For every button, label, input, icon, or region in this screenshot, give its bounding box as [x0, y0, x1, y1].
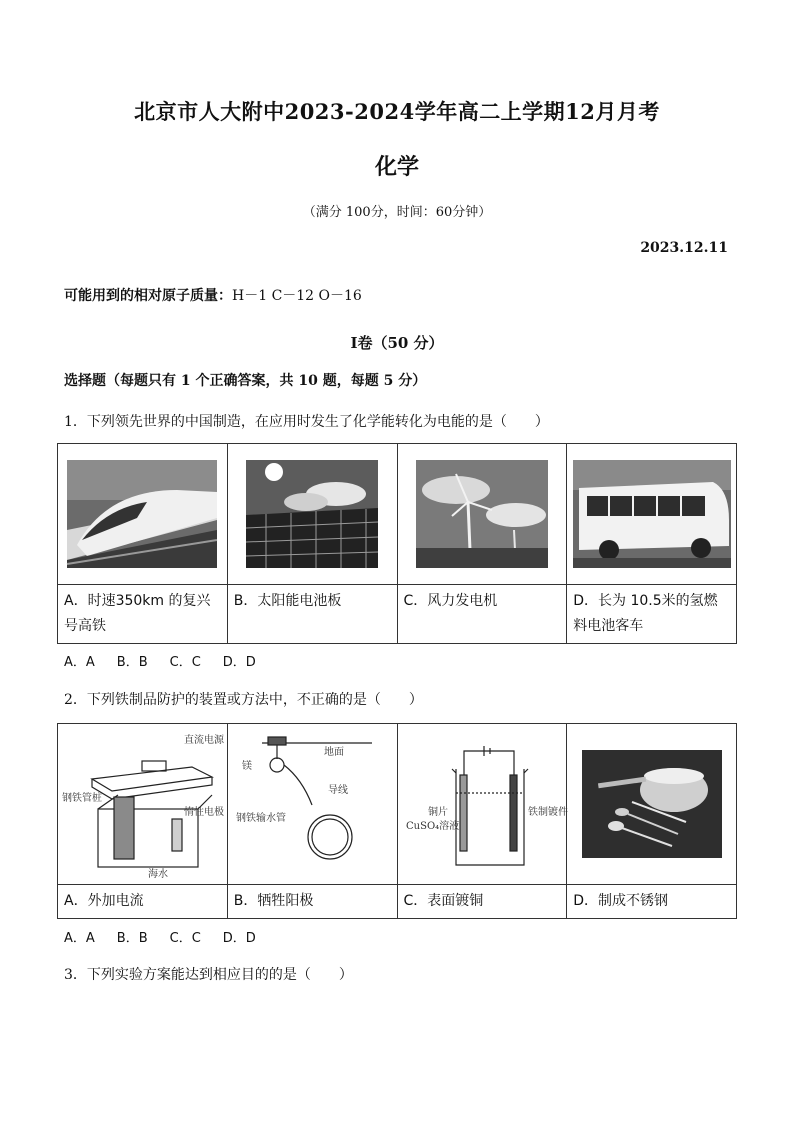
- question-3-stem: 3．下列实验方案能达到相应目的的是（ ）: [64, 967, 353, 983]
- answer-choice-d[interactable]: D．D: [222, 931, 256, 946]
- option-b-label: B．牺牲阳极: [227, 885, 397, 919]
- diagram-label-ground: 地面: [324, 747, 345, 758]
- option-a-label: A．时速350km 的复兴号高铁: [58, 585, 228, 644]
- question-2-answers: [64, 927, 278, 946]
- atomic-masses-values: H－1 C－12 O－16: [232, 288, 362, 304]
- diagram-label-wire: 导线: [328, 785, 349, 796]
- question-1-answers: [64, 651, 278, 670]
- option-cell-d: [567, 444, 737, 585]
- exam-date: 2023.12.11: [640, 240, 728, 256]
- diagram-label-sea: 海水: [148, 869, 169, 880]
- stainless-steel-photo-icon: [582, 750, 722, 858]
- option-cell-b: [227, 444, 397, 585]
- answer-choice-a[interactable]: A．A: [64, 655, 95, 670]
- wind-turbine-photo-icon: [416, 460, 548, 568]
- option-cell-b: [227, 724, 397, 885]
- answer-choice-b[interactable]: B．B: [116, 931, 148, 946]
- option-cell-c: [397, 724, 567, 885]
- fuel-cell-bus-photo-icon: [573, 460, 731, 568]
- option-a-label: A．外加电流: [58, 885, 228, 919]
- diagram-label-part: 铁制镀件: [527, 807, 568, 818]
- option-b-label: B．太阳能电池板: [227, 585, 397, 644]
- diagram-label-solution: CuSO₄溶液: [405, 821, 460, 832]
- answer-choice-c[interactable]: C．C: [169, 931, 201, 946]
- sacrificial-anode-diagram-icon: [232, 729, 392, 879]
- answer-choice-d[interactable]: D．D: [222, 655, 256, 670]
- solar-panel-photo-icon: [246, 460, 378, 568]
- diagram-label-electrode: 惰性电极: [184, 807, 225, 818]
- exam-info: （满分 100分，时间：60分钟）: [302, 205, 492, 220]
- subject-title: 化学: [374, 154, 419, 180]
- diagram-label-power: 直流电源: [184, 735, 225, 746]
- diagram-label-pile: 钢铁管桩: [62, 793, 103, 804]
- section-title: Ⅰ卷（50 分）: [350, 334, 444, 352]
- answer-choice-b[interactable]: B．B: [116, 655, 148, 670]
- answer-choice-c[interactable]: C．C: [169, 655, 201, 670]
- option-cell-c: [397, 444, 567, 585]
- option-cell-a: [58, 724, 228, 885]
- atomic-masses-label: 可能用到的相对原子质量：: [64, 288, 232, 304]
- question-2-options-table: [57, 723, 737, 919]
- option-cell-a: [58, 444, 228, 585]
- question-2-stem: 2．下列铁制品防护的装置或方法中，不正确的是（ ）: [64, 692, 423, 708]
- atomic-masses: [64, 285, 362, 305]
- section-instruction: 选择题（每题只有 1 个正确答案，共 10 题，每题 5 分）: [64, 373, 427, 389]
- high-speed-train-photo-icon: [67, 460, 217, 568]
- question-1-options-table: [57, 443, 737, 644]
- option-c-label: C．风力发电机: [397, 585, 567, 644]
- diagram-label-pipe: 钢铁输水管: [236, 813, 287, 824]
- copper-plating-diagram-icon: [402, 729, 568, 879]
- question-1-stem: 1．下列领先世界的中国制造，在应用时发生了化学能转化为电能的是（ ）: [64, 414, 549, 430]
- option-d-label: D．制成不锈钢: [567, 885, 737, 919]
- impressed-current-diagram-icon: [62, 729, 225, 880]
- option-cell-d: [567, 724, 737, 885]
- diagram-label-mg: 镁: [242, 761, 253, 772]
- option-d-label: D．长为 10.5米的氢燃料电池客车: [567, 585, 737, 644]
- answer-choice-a[interactable]: A．A: [64, 931, 95, 946]
- option-c-label: C．表面镀铜: [397, 885, 567, 919]
- exam-title: 北京市人大附中2023-2024学年高二上学期12月月考: [134, 99, 660, 124]
- diagram-label-cu: 铜片: [427, 807, 448, 818]
